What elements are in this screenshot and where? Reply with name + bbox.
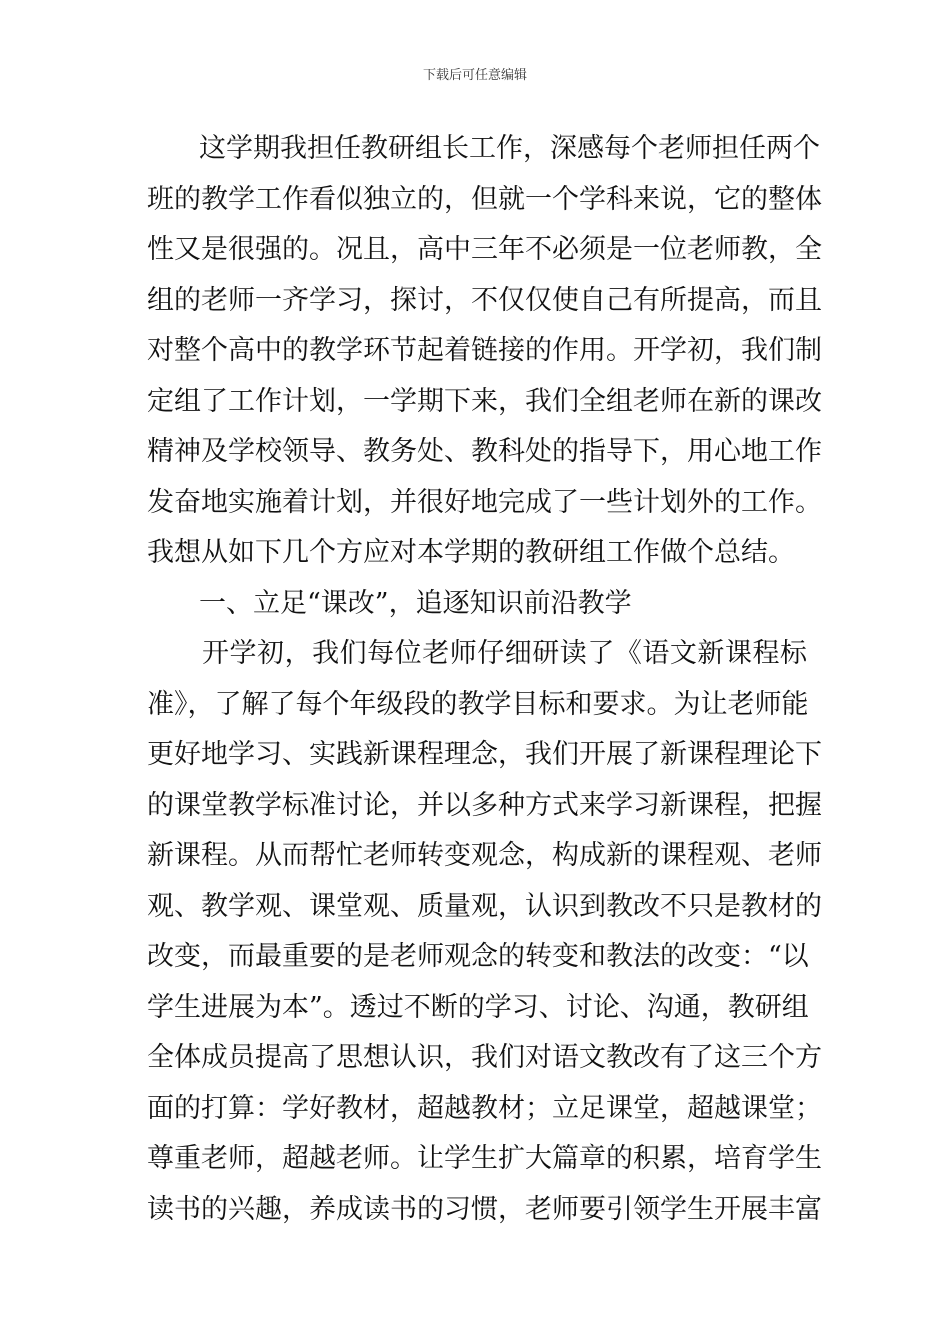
text-line: 我想从如下几个方应对本学期的教研组工作做个总结。: [147, 537, 795, 568]
heading-line: 一、立足“课改”，追逐知识前沿教学: [199, 587, 632, 619]
text-line: 定组了工作计划，一学期下来，我们全组老师在新的课改: [147, 385, 822, 417]
text-line: 这学期我担任教研组长工作，深感每个老师担任两个: [199, 133, 820, 164]
text-line: 读书的兴趣，养成读书的习惯，老师要引领学生开展丰富: [147, 1193, 822, 1225]
text-line: 改变，而最重要的是老师观念的转变和教法的改变：“以: [147, 941, 809, 972]
text-line: 对整个高中的教学环节起着链接的作用。开学初，我们制: [147, 335, 822, 366]
text-line: 发奋地实施着计划，并很好地完成了一些计划外的工作。: [147, 486, 822, 518]
text-line: 更好地学习、实践新课程理念，我们开展了新课程理论下: [147, 739, 822, 770]
paragraph-curriculum: [147, 629, 822, 1235]
document-body: [147, 124, 822, 1235]
paragraph-intro: [147, 124, 822, 579]
page-header: 下载后可任意编辑: [422, 68, 527, 83]
text-line: 观、教学观、课堂观、质量观，认识到教改不只是教材的: [147, 890, 822, 922]
text-line: 学生进展为本”。透过不断的学习、讨论、沟通，教研组: [147, 991, 809, 1023]
text-line: 精神及学校领导、教务处、教科处的指导下，用心地工作: [147, 436, 822, 467]
text-line: 准》，了解了每个年级段的教学目标和要求。为让老师能: [147, 688, 809, 720]
text-line: 的课堂教学标准讨论，并以多种方式来学习新课程，把握: [147, 789, 822, 821]
text-line: 全体成员提高了思想认识，我们对语文教改有了这三个方: [147, 1042, 822, 1073]
section-heading: [147, 579, 807, 630]
text-line: 尊重老师，超越老师。让学生扩大篇章的积累，培育学生: [147, 1143, 822, 1174]
text-line: 组的老师一齐学习，探讨，不仅仅使自己有所提高，而且: [147, 284, 822, 316]
text-line: 新课程。从而帮忙老师转变观念，构成新的课程观、老师: [147, 840, 822, 871]
text-line: 面的打算：学好教材，超越教材；立足课堂，超越课堂；: [147, 1092, 822, 1124]
text-line: 性又是很强的。况且，高中三年不必须是一位老师教，全: [147, 234, 822, 265]
text-line: 开学初，我们每位老师仔细研读了《语文新课程标: [202, 638, 807, 669]
text-line: 班的教学工作看似独立的，但就一个学科来说，它的整体: [147, 183, 822, 215]
